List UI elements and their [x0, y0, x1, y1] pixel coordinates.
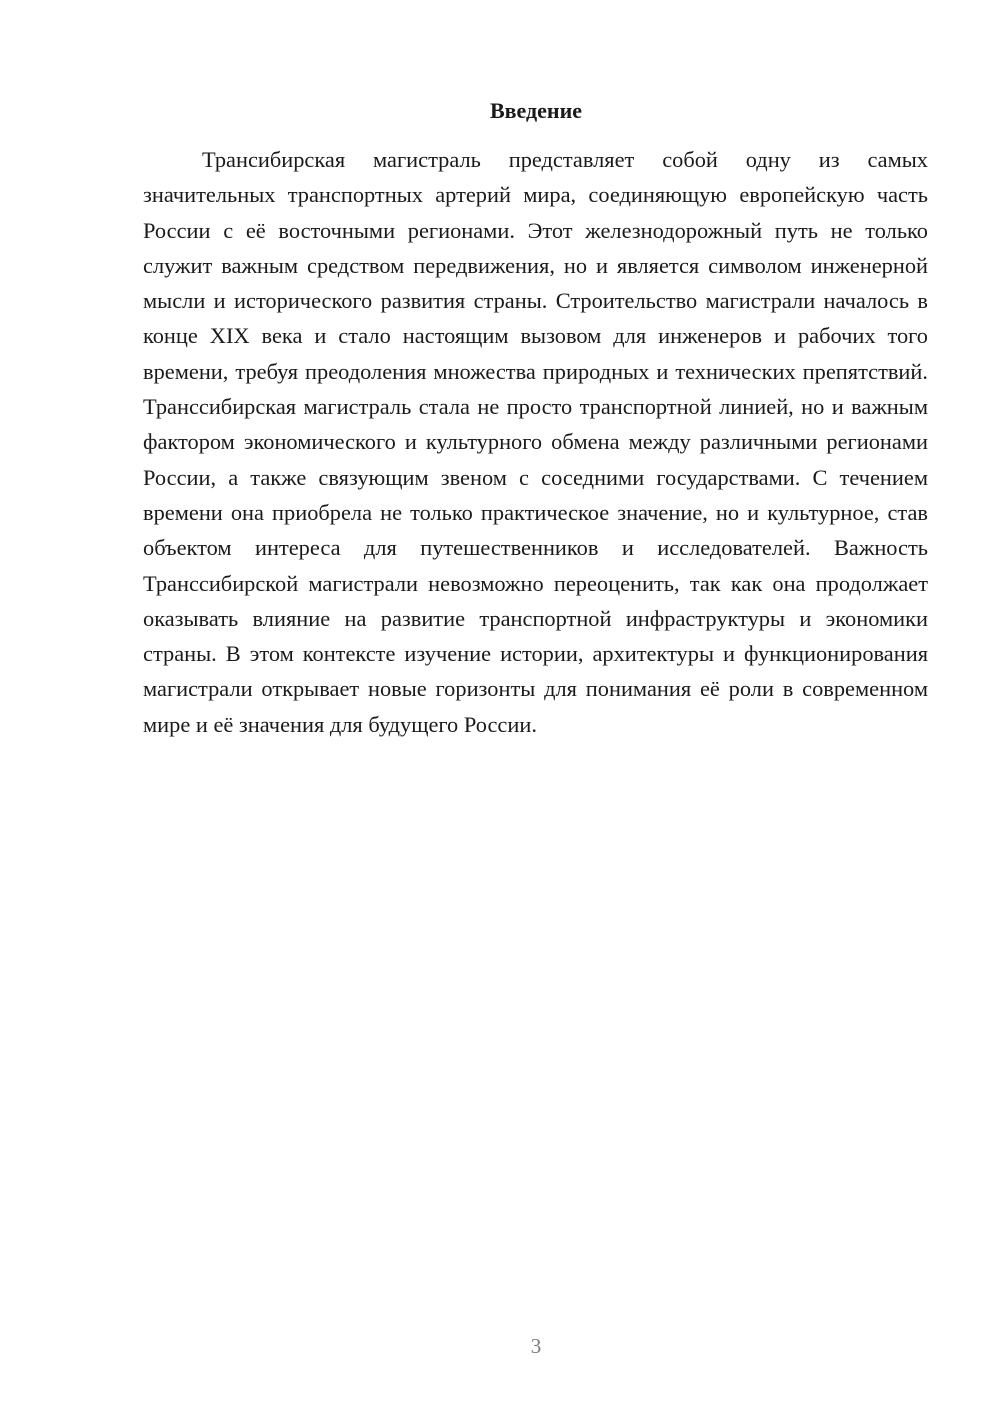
- page-number: 3: [530, 1334, 542, 1358]
- body-paragraph: Трансибирская магистраль представляет собой одну из самых значительных транспортных артерий мира, соединяющую европейскую часть России с её восточными регионами. Этот железнодорожный путь не только служит важным средством передвижения, но и является символом инженерной мысли и исторического развития страны. Строительство магистрали началось в конце XIX века и стало настоящим вызовом для инженеров и рабочих того времени, требуя преодоления множества природных и технических препятствий. Транссибирская магистраль стала не просто транспортной линией, но и важным фактором экономического и культурного обмена между различными регионами России, а также связующим звеном с соседними государствами. С течением времени она приобрела не только практическое значение, но и культурное, став объектом интереса для путешественников и исследователей. Важность Транссибирской магистрали невозможно переоценить, так как она продолжает оказывать влияние на развитие транспортной инфраструктуры и экономики страны. В этом контексте изучение истории, архитектуры и функционирования магистрали открывает новые горизонты для понимания её роли в современном мире и её значения для будущего России.: [143, 147, 928, 737]
- section-heading: Введение: [489, 98, 583, 123]
